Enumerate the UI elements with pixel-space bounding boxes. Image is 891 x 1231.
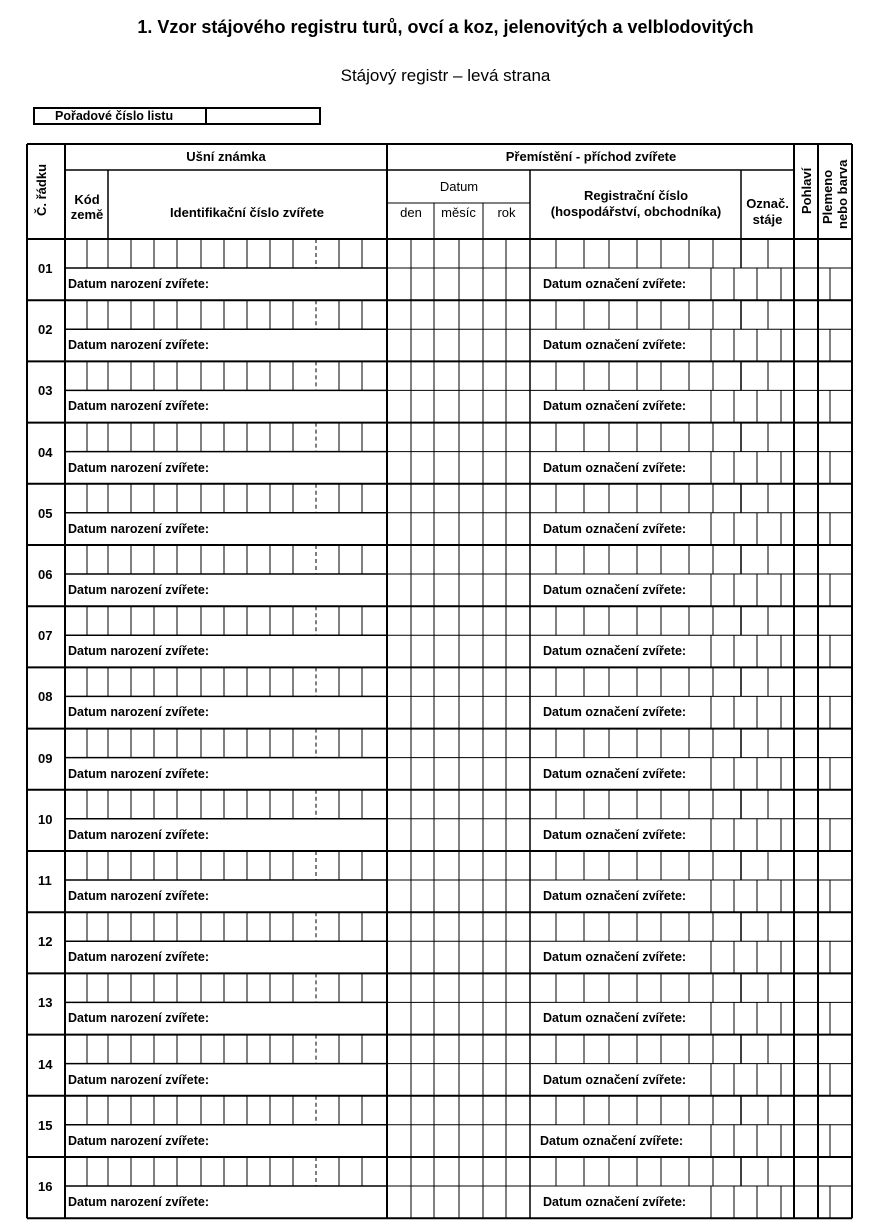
marking-date-label: Datum označení zvířete: — [543, 766, 687, 781]
header-breed-line2: nebo barva — [835, 159, 850, 229]
header-animal-id: Identifikační číslo zvířete — [170, 205, 324, 220]
row-number: 02 — [38, 322, 53, 338]
header-breed-line1: Plemeno — [820, 169, 835, 224]
header-year: rok — [497, 205, 516, 220]
row-number: 06 — [38, 567, 53, 582]
marking-date-label: Datum označení zvířete: — [540, 1133, 684, 1148]
birth-date-label: Datum narození zvířete: — [68, 766, 210, 781]
header-month: měsíc — [441, 205, 476, 220]
birth-date-label: Datum narození zvířete: — [68, 1011, 210, 1026]
header-country-code-line2: země — [70, 207, 104, 222]
marking-date-label: Datum označení zvířete: — [543, 338, 687, 353]
marking-date-label: Datum označení zvířete: — [543, 950, 687, 965]
header-row-number: Č. řádku — [34, 163, 49, 216]
marking-date-label: Datum označení zvířete: — [543, 644, 687, 659]
birth-date-label: Datum narození zvířete: — [68, 705, 210, 720]
row-number: 03 — [38, 383, 53, 399]
header-sex: Pohlaví — [799, 167, 814, 214]
header-ear-tag: Ušní známka — [186, 149, 266, 164]
birth-date-label: Datum narození zvířete: — [68, 1195, 210, 1209]
row-number: 05 — [38, 505, 53, 521]
marking-date-label: Datum označení zvířete: — [543, 827, 687, 842]
header-reg-number-line1: Registrační číslo — [583, 188, 689, 203]
birth-date-label: Datum narození zvířete: — [68, 644, 210, 659]
row-number: 13 — [38, 995, 53, 1011]
birth-date-label: Datum narození zvířete: — [68, 1133, 210, 1148]
document-subtitle: Stájový registr – levá strana — [340, 66, 551, 85]
row-number: 01 — [38, 261, 53, 276]
row-number: 14 — [38, 1056, 53, 1072]
marking-date-label: Datum označení zvířete: — [543, 889, 687, 903]
header-reg-number-line2: (hospodářství, obchodníka) — [550, 204, 722, 219]
row-number: 11 — [38, 873, 52, 888]
marking-date-label: Datum označení zvířete: — [543, 705, 687, 720]
marking-date-label: Datum označení zvířete: — [543, 399, 687, 414]
marking-date-label: Datum označení zvířete: — [543, 521, 687, 536]
birth-date-label: Datum narození zvířete: — [68, 399, 210, 414]
document-title: 1. Vzor stájového registru turů, ovcí a koz, jelenovitých a velblodovitých — [137, 17, 754, 37]
row-number: 07 — [38, 628, 53, 644]
marking-date-label: Datum označení zvířete: — [543, 1072, 687, 1087]
row-number: 10 — [38, 811, 53, 827]
marking-date-label: Datum označení zvířete: — [543, 1011, 687, 1026]
header-day: den — [400, 205, 422, 220]
birth-date-label: Datum narození zvířete: — [68, 277, 210, 291]
row-number: 09 — [38, 750, 53, 766]
sheet-number-label: Pořadové číslo listu — [35, 109, 207, 123]
header-date: Datum — [439, 179, 479, 194]
birth-date-label: Datum narození zvířete: — [68, 338, 210, 353]
marking-date-label: Datum označení zvířete: — [543, 583, 687, 597]
header-movement: Přemístění - příchod zvířete — [505, 149, 677, 164]
row-number: 15 — [38, 1117, 53, 1133]
birth-date-label: Datum narození zvířete: — [68, 521, 210, 536]
marking-date-label: Datum označení zvířete: — [543, 277, 687, 291]
marking-date-label: Datum označení zvířete: — [543, 1195, 687, 1209]
row-number: 12 — [38, 934, 53, 950]
marking-date-label: Datum označení zvířete: — [543, 460, 687, 475]
birth-date-label: Datum narození zvířete: — [68, 889, 210, 903]
row-number: 08 — [38, 689, 53, 705]
birth-date-label: Datum narození zvířete: — [68, 460, 210, 475]
row-number: 04 — [38, 444, 53, 460]
birth-date-label: Datum narození zvířete: — [68, 583, 210, 597]
header-stable-mark-line2: stáje — [752, 212, 783, 227]
birth-date-label: Datum narození zvířete: — [68, 950, 210, 965]
header-stable-mark-line1: Označ. — [746, 196, 789, 211]
header-country-code-line1: Kód — [74, 192, 100, 207]
birth-date-label: Datum narození zvířete: — [68, 827, 210, 842]
row-number: 16 — [38, 1179, 53, 1194]
birth-date-label: Datum narození zvířete: — [68, 1072, 210, 1087]
